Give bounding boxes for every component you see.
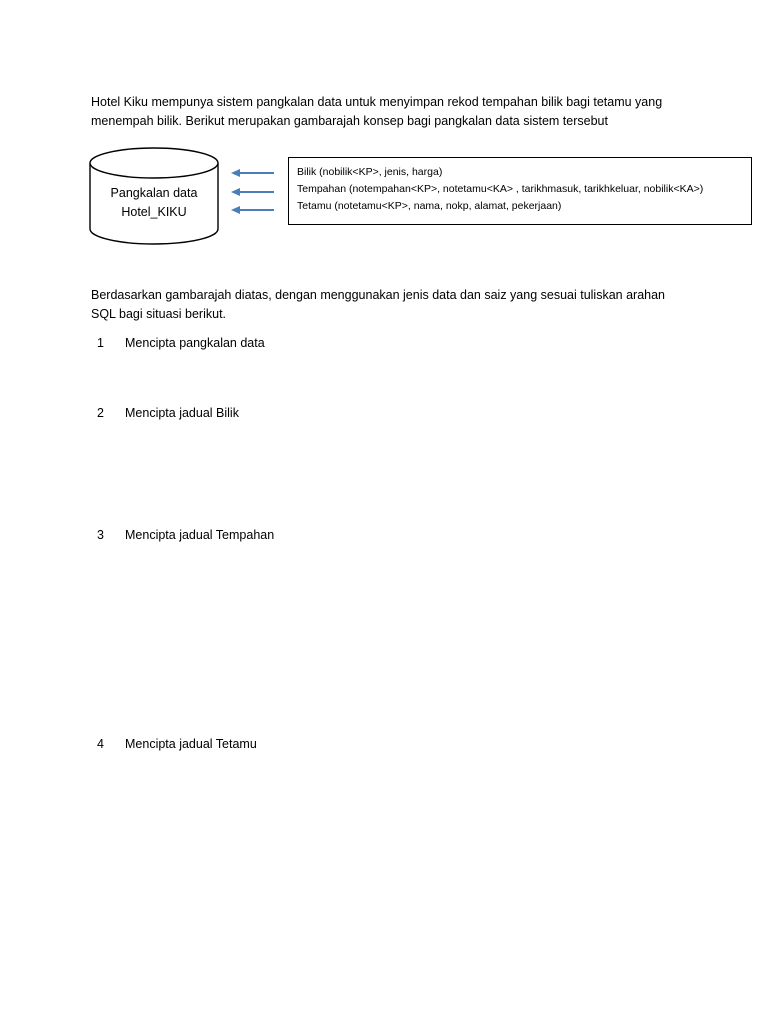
task-label: Mencipta pangkalan data (125, 336, 265, 350)
arrow-left-icon (231, 188, 274, 196)
task-label: Mencipta jadual Tempahan (125, 528, 275, 542)
task-label: Mencipta jadual Bilik (125, 406, 239, 420)
database-label-line-2: Hotel_KIKU (121, 205, 187, 219)
database-label (92, 184, 216, 222)
intro-paragraph (91, 93, 711, 131)
question-paragraph (91, 286, 711, 324)
intro-line-2: menempah bilik. Berikut merupakan gambarajah konsep bagi pangkalan data sistem tersebut (91, 114, 608, 128)
intro-line-1: Hotel Kiku mempunya sistem pangkalan data untuk menyimpan rekod tempahan bilik bagi tetamu yang (91, 95, 663, 109)
entity-tetamu: Tetamu (notetamu<KP>, nama, nokp, alamat, pekerjaan) (297, 200, 562, 212)
task-label: Mencipta jadual Tetamu (125, 737, 257, 751)
task-number: 4 (97, 737, 104, 751)
entity-list-box (288, 157, 752, 225)
entity-tempahan: Tempahan (notempahan<KP>, notetamu<KA> , tarikhmasuk, tarikhkeluar, nobilik<KA>) (297, 183, 704, 195)
database-label-line-1: Pangkalan data (110, 186, 198, 200)
arrow-left-icon (231, 169, 274, 177)
arrow-left-icon (231, 206, 274, 214)
question-line-1: Berdasarkan gambarajah diatas, dengan menggunakan jenis data dan saiz yang sesuai tuliskan arahan (91, 288, 665, 302)
task-number: 2 (97, 406, 104, 420)
task-number: 3 (97, 528, 104, 542)
question-line-2: SQL bagi situasi berikut. (91, 307, 227, 321)
entity-bilik: Bilik (nobilik<KP>, jenis, harga) (297, 166, 443, 178)
arrows-group (228, 160, 278, 220)
task-number: 1 (97, 336, 104, 350)
